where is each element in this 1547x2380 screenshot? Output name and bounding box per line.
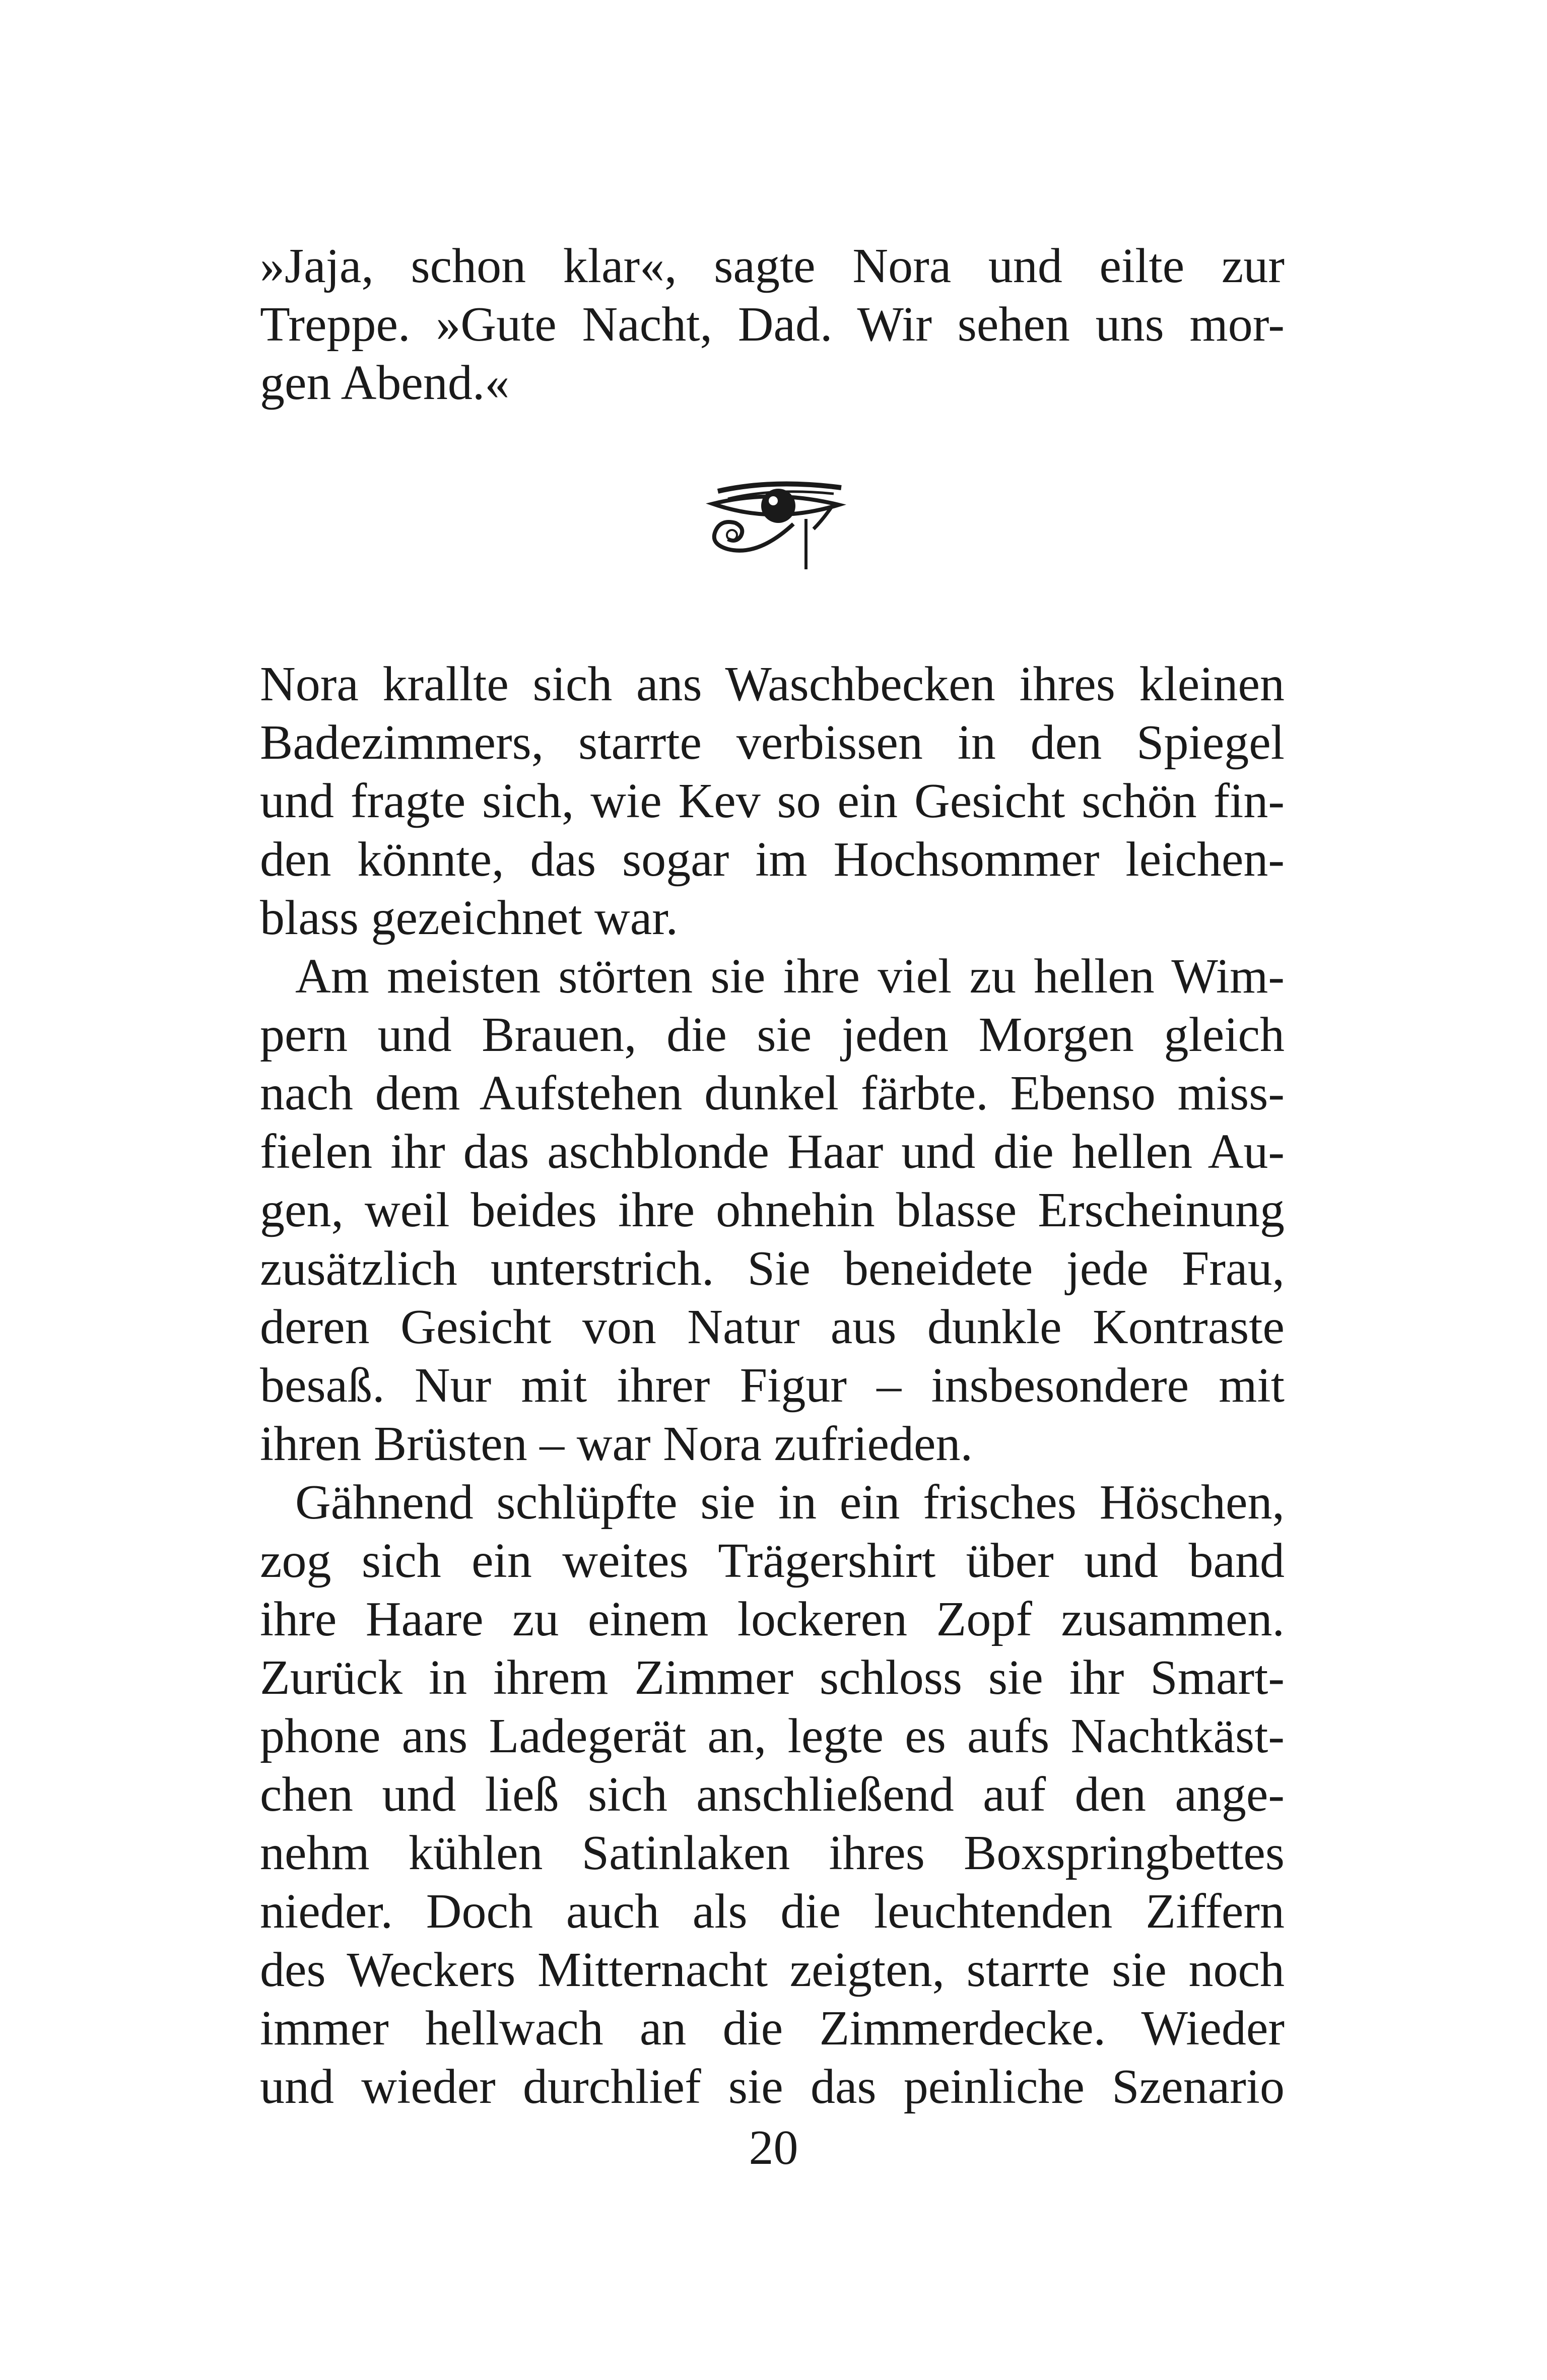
text-line: nehm kühlen Satinlaken ihres Boxspringbettes — [260, 1826, 1285, 1880]
eye-of-horus-icon — [698, 469, 849, 574]
text-line: Badezimmers, starrte verbissen in den Spiegel — [260, 715, 1285, 770]
text-line: nach dem Aufstehen dunkel färbte. Ebenso miss- — [260, 1066, 1285, 1120]
page-number: 20 — [749, 2121, 798, 2175]
text-line: Am meisten störten sie ihre viel zu hellen Wim- — [295, 949, 1285, 1004]
text-line: Zurück in ihrem Zimmer schloss sie ihr Smart- — [260, 1650, 1285, 1705]
text-line: den könnte, das sogar im Hochsommer leichen- — [260, 832, 1285, 887]
text-line: fielen ihr das aschblonde Haar und die hellen Au- — [260, 1125, 1285, 1179]
text-line: ihren Brüsten – war Nora zufrieden. — [260, 1417, 973, 1471]
text-line: ihre Haare zu einem lockeren Zopf zusammen. — [260, 1592, 1285, 1646]
text-line: immer hellwach an die Zimmerdecke. Wieder — [260, 2001, 1285, 2056]
text-line: des Weckers Mitternacht zeigten, starrte sie noch — [260, 1943, 1285, 1997]
paragraph — [260, 655, 1285, 947]
intro-paragraph — [260, 237, 1285, 412]
text-line: pern und Brauen, die sie jeden Morgen gleich — [260, 1008, 1285, 1062]
text-line: Gähnend schlüpfte sie in ein frisches Höschen, — [295, 1475, 1285, 1530]
text-line: zusätzlich unterstrich. Sie beneidete jede Frau, — [260, 1241, 1285, 1296]
text-line: deren Gesicht von Natur aus dunkle Kontraste — [260, 1300, 1285, 1354]
text-line: phone ans Ladegerät an, legte es aufs Nachtkäst- — [260, 1709, 1285, 1763]
text-line: gen Abend.« — [260, 356, 510, 410]
text-line: zog sich ein weites Trägershirt über und band — [260, 1534, 1285, 1588]
text-line: besaß. Nur mit ihrer Figur – insbesondere mit — [260, 1358, 1285, 1413]
main-text — [260, 655, 1285, 2116]
text-line: »Jaja, schon klar«, sagte Nora und eilte zur — [260, 239, 1285, 293]
text-line: Treppe. »Gute Nacht, Dad. Wir sehen uns mor- — [260, 297, 1285, 352]
paragraph — [260, 1473, 1285, 2116]
text-line: nieder. Doch auch als die leuchtenden Ziffern — [260, 1884, 1285, 1939]
text-line: gen, weil beides ihre ohnehin blasse Erscheinung — [260, 1183, 1285, 1237]
text-line: und wieder durchlief sie das peinliche Szenario — [260, 2060, 1285, 2114]
text-line: blass gezeichnet war. — [260, 891, 678, 945]
text-line: chen und ließ sich anschließend auf den ange- — [260, 1767, 1285, 1822]
text-line: und fragte sich, wie Kev so ein Gesicht schön fin- — [260, 774, 1285, 828]
paragraph — [260, 947, 1285, 1473]
text-line: Nora krallte sich ans Waschbecken ihres kleinen — [260, 657, 1285, 711]
